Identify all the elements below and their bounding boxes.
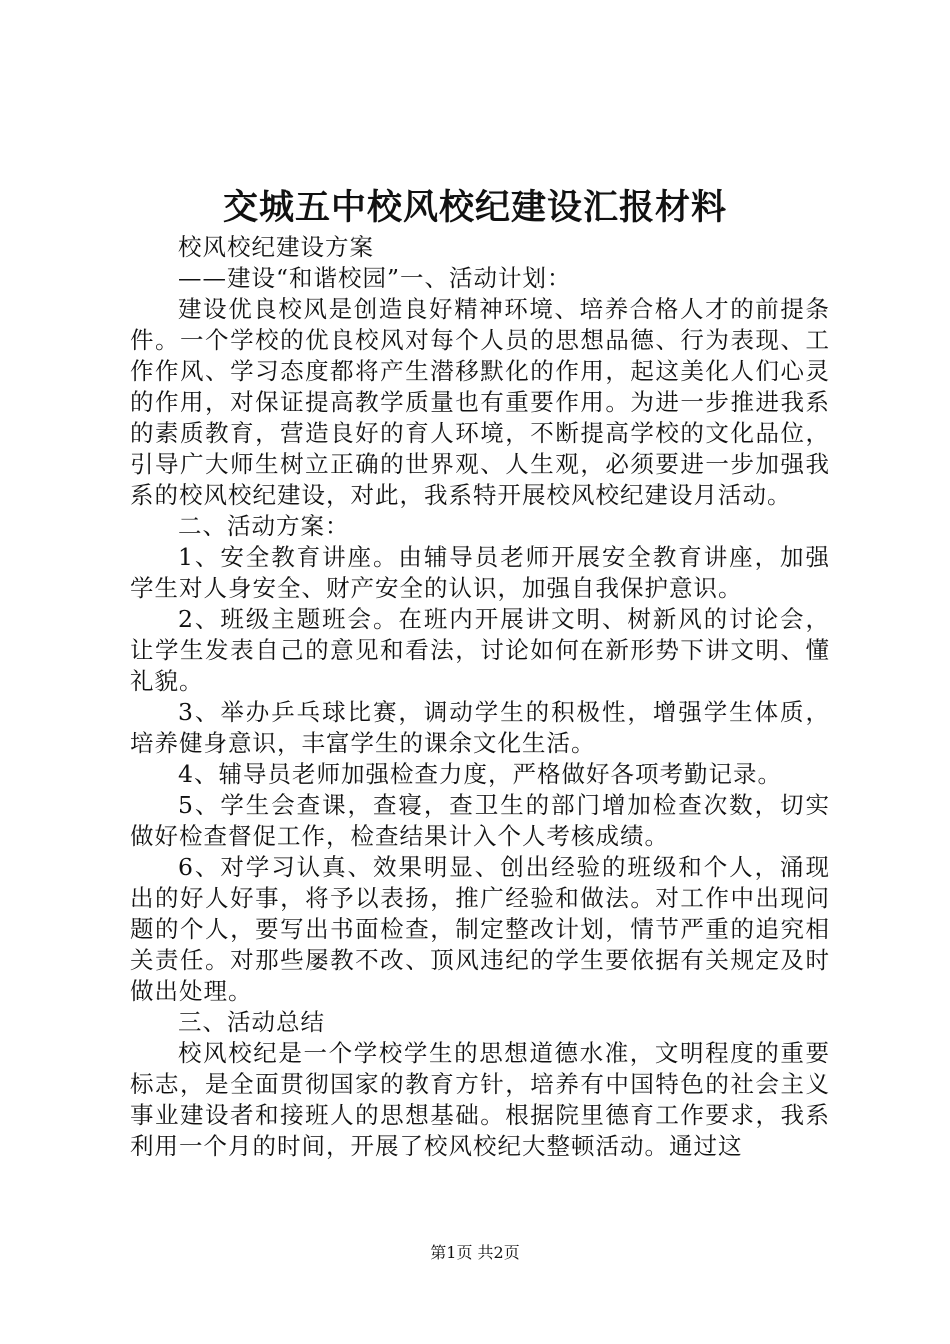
- paragraph-item-4: 4、辅导员老师加强检查力度，严格做好各项考勤记录。: [178, 760, 782, 788]
- page-footer: 第1页 共2页: [430, 1243, 520, 1262]
- document-body: [130, 232, 830, 1162]
- paragraph-section-three-heading: 三、活动总结: [178, 1008, 325, 1036]
- paragraph-section-two-heading: 二、活动方案：: [178, 512, 350, 540]
- paragraph-summary: 校风校纪是一个学校学生的思想道德水准，文明程度的重要标志，是全面贯彻国家的教育方针，培养有中国特色的社会主义事业建设者和接班人的思想基础。根据院里德育工作要求，我系利用一个月的时间，开展了校风校纪大整顿活动。通过这: [130, 1039, 830, 1160]
- paragraph-item-3: 3、举办乒乓球比赛，调动学生的积极性，增强学生体质，培养健身意识，丰富学生的课余文化生活。: [130, 698, 830, 757]
- paragraph-item-1: 1、安全教育讲座。由辅导员老师开展安全教育讲座，加强学生对人身安全、财产安全的认识，加强自我保护意识。: [130, 543, 830, 602]
- document-title: 交城五中校风校纪建设汇报材料: [222, 187, 727, 228]
- paragraph-subtitle: ——建设“和谐校园”一、活动计划：: [178, 264, 572, 292]
- paragraph-plan-heading: 校风校纪建设方案: [178, 233, 374, 261]
- paragraph-item-6: 6、对学习认真、效果明显、创出经验的班级和个人，涌现出的好人好事，将予以表扬，推广经验和做法。对工作中出现问题的个人，要写出书面检查，制定整改计划，情节严重的追究相关责任。对那些屡教不改、顶风违纪的学生要依据有关规定及时做出处理。: [130, 853, 830, 1005]
- paragraph-item-2: 2、班级主题班会。在班内开展讲文明、树新风的讨论会，让学生发表自己的意见和看法，讨论如何在新形势下讲文明、懂礼貌。: [130, 605, 830, 695]
- paragraph-intro: 建设优良校风是创造良好精神环境、培养合格人才的前提条件。一个学校的优良校风对每个人员的思想品德、行为表现、工作作风、学习态度都将产生潜移默化的作用，起这美化人们心灵的作用，对保证提高教学质量也有重要作用。为进一步推进我系的素质教育，营造良好的育人环境，不断提高学校的文化品位，引导广大师生树立正确的世界观、人生观，必须要进一步加强我系的校风校纪建设，对此，我系特开展校风校纪建设月活动。: [130, 295, 830, 509]
- paragraph-item-5: 5、学生会查课，查寝，查卫生的部门增加检查次数，切实做好检查督促工作，检查结果计入个人考核成绩。: [130, 791, 830, 850]
